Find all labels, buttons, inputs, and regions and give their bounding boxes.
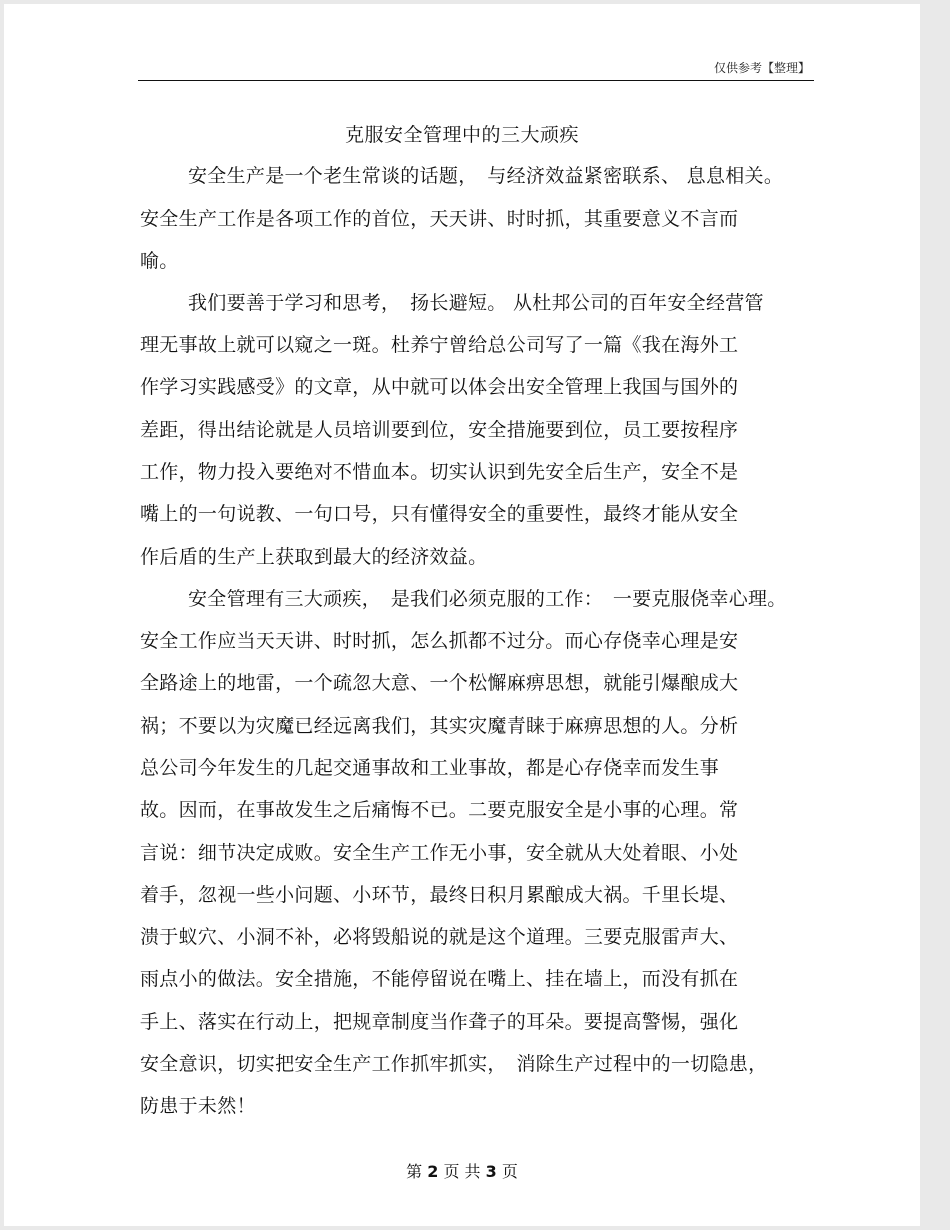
paragraph-line: 我们要善于学习和思考， 扬长避短。 从杜邦公司的百年安全经营管 <box>188 292 764 314</box>
document-title: 克服安全管理中的三大顽疾 <box>344 124 579 146</box>
header-divider <box>138 80 814 81</box>
paragraph-line: 工作，物力投入要绝对不惜血本。切实认识到先安全后生产，安全不是 <box>140 461 739 483</box>
paragraph-line: 喻。 <box>140 250 179 272</box>
footer-prefix: 第 <box>406 1162 423 1181</box>
paragraph-line: 作后盾的生产上获取到最大的经济效益。 <box>140 546 488 568</box>
paragraph-line: 差距，得出结论就是人员培训要到位，安全措施要到位，员工要按程序 <box>140 419 739 441</box>
paragraph-line: 总公司今年发生的几起交通事故和工业事故，都是心存侥幸而发生事 <box>140 757 720 779</box>
total-page-number: 3 <box>485 1162 497 1181</box>
paragraph-line: 溃于蚁穴、小洞不补，必将毁船说的就是这个道理。三要克服雷声大、 <box>140 926 739 948</box>
footer-suffix: 页 <box>501 1162 518 1181</box>
paragraph-line: 故。因而，在事故发生之后痛悔不已。二要克服安全是小事的心理。常 <box>140 799 739 821</box>
paragraph-line: 安全生产是一个老生常谈的话题， 与经济效益紧密联系、 息息相关。 <box>188 165 784 187</box>
paragraph-line: 祸；不要以为灾魔已经远离我们，其实灾魔青睐于麻痹思想的人。分析 <box>140 715 739 737</box>
paragraph-line: 着手，忽视一些小问题、小环节，最终日积月累酿成大祸。千里长堤、 <box>140 884 739 906</box>
paragraph-line: 雨点小的做法。安全措施，不能停留说在嘴上、挂在墙上，而没有抓在 <box>140 968 739 990</box>
page-number <box>4 1159 920 1182</box>
paragraph-line: 言说：细节决定成败。安全生产工作无小事，安全就从大处着眼、小处 <box>140 842 739 864</box>
paragraph-line: 嘴上的一句说教、一句口号，只有懂得安全的重要性，最终才能从安全 <box>140 503 739 525</box>
paragraph-line: 理无事故上就可以窥之一斑。杜养宁曾给总公司写了一篇《我在海外工 <box>140 334 739 356</box>
footer-mid: 页 共 <box>443 1162 481 1181</box>
current-page-number: 2 <box>427 1162 439 1181</box>
paragraph-line: 作学习实践感受》的文章，从中就可以体会出安全管理上我国与国外的 <box>140 376 739 398</box>
document-page <box>4 4 920 1226</box>
paragraph-line: 安全工作应当天天讲、时时抓，怎么抓都不过分。而心存侥幸心理是安 <box>140 630 739 652</box>
paragraph-line: 安全管理有三大顽疾， 是我们必须克服的工作： 一要克服侥幸心理。 <box>188 588 787 610</box>
paragraph-line: 全路途上的地雷，一个疏忽大意、一个松懈麻痹思想，就能引爆酿成大 <box>140 672 739 694</box>
header-tag: 仅供参考【整理】 <box>713 61 810 75</box>
paragraph-line: 手上、落实在行动上，把规章制度当作聋子的耳朵。要提高警惕，强化 <box>140 1011 739 1033</box>
paragraph-line: 防患于未然！ <box>140 1095 256 1117</box>
paragraph-line: 安全意识，切实把安全生产工作抓牢抓实， 消除生产过程中的一切隐患， <box>140 1053 768 1075</box>
paragraph-line: 安全生产工作是各项工作的首位，天天讲、时时抓，其重要意义不言而 <box>140 208 739 230</box>
